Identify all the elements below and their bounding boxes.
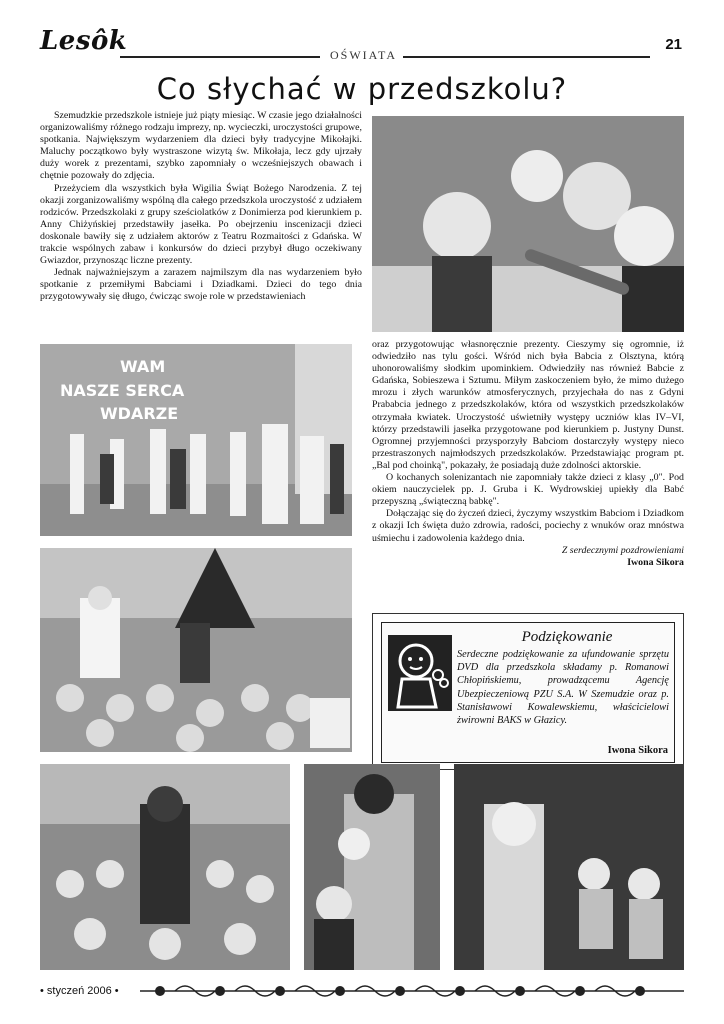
- closing-line: Z serdecznymi pozdrowieniami: [561, 544, 684, 556]
- section-rule-right: [400, 56, 650, 58]
- paragraph: Przeżyciem dla wszystkich była Wigilia Świąt Bożego Narodzenia. Z tej okazji zorganizowaliśmy wspólną dla całego przedszkola uroczystość z udziałem rodziców. Przedszkolaki z grupy sześciolatków z Donimierza pod kierunkiem p. Anny Chiżyńskiej przedstawiły jasełka. Po obejrzeniu inscenizacji dzieci doskonale bawiły się z udziałem aktorów z Teatru Rozmaitości z Gdańska. W trakcie wspólnych zabaw i konkursów do dzieci przybył długo oczekiwany Gwiazdor, przynosząc liczne prezenty.: [40, 182, 362, 267]
- thanks-box: [372, 613, 684, 770]
- paragraph: Jednak najważniejszym a zarazem najmilszym dla nas wydarzeniem było spotkanie z przemiłymi Babciami i Dziadkami. Dzieci do tego dnia przygotowywały się długo, ćwicząc swoje role w przedstawieniach: [40, 267, 362, 303]
- section-label: OŚWIATA: [324, 48, 403, 63]
- photo-performer: [304, 764, 440, 970]
- paragraph: Dołączając się do życzeń dzieci, życzymy wszystkim Babciom i Dziadkom z okazji Ich święta dużo zdrowia, radości, pociechy z wnuków oraz mnóstwa uśmiechu i zadowolenia każdego dnia.: [372, 508, 684, 544]
- photo-christmas-group: [40, 548, 352, 752]
- banner-line-3: WDARZE: [100, 404, 179, 423]
- thanks-author: Iwona Sikora: [607, 745, 668, 756]
- floral-ornament: [140, 981, 684, 1001]
- article-column-2: [372, 339, 684, 569]
- paragraph: Szemudzkie przedszkole istnieje już piąty miesiąc. W czasie jego działalności organizowaliśmy różnego rodzaju imprezy, np. wycieczki, uroczystości grupowe, spotkania. Największym wydarzeniem dla dzieci były tradycyjne Mikołajki. Maluchy początkowo były wystraszone wizytą św. Mikołaja, lecz gdy ujrzały duży worek z prezentami, szybko zapomniały o wcześniejszych obawach i chętnie pozowały do zdjęcia.: [40, 110, 362, 182]
- article-title: Co słychać w przedszkolu?: [156, 72, 568, 106]
- thanks-inner-frame: [381, 622, 675, 763]
- paragraph: O kochanych solenizantach nie zapomniały także dzieci z klasy „0". Pod okiem nauczycielek pp. J. Gruba i K. Wydrowskiej upiekły dla Babć przepyszną „świąteczną babkę".: [372, 472, 684, 508]
- thanks-title: Podziękowanie: [521, 629, 613, 645]
- photo-circle-dance: [40, 764, 290, 970]
- issue-date: • styczeń 2006 •: [40, 985, 119, 997]
- article-author: Iwona Sikora: [627, 556, 684, 568]
- photo-santa-with-children: [454, 764, 684, 970]
- child-illustration: [388, 635, 452, 711]
- section-rule-left: [120, 56, 320, 58]
- banner-line-1: WAM: [120, 357, 166, 376]
- photo-nativity-play: [40, 344, 352, 536]
- photo-children-baking: [372, 116, 684, 332]
- article-column-1: [40, 110, 362, 304]
- thanks-text: Serdeczne podziękowanie za ufundowanie sprzętu DVD dla przedszkola składamy p. Romanowi Chłopińskiemu, prowadzącemu Agencję Ubezpieczeniową PZU S.A. W Szemudzie oraz p. Stanisławowi Kowalewskiemu, właścicielowi żwirowni BAKS w Głazicy.: [457, 649, 669, 727]
- banner-line-2: NASZE SERCA: [60, 381, 185, 400]
- page-number: 21: [665, 36, 682, 53]
- paragraph: oraz przygotowując własnoręcznie prezenty. Cieszymy się ogromnie, iż odwiedziło nas tylu gości. Wśród nich była Babcia z Olsztyna, którą uhonorowaliśmy słodkim upominkiem. Odwiedziły nas również Babcie z Gdańska, Sobieszewa i Sztumu. Miłym zaskoczeniem było, że mimo dużego mrozu i złych warunków atmosferycznych, przyjechała do nas z Gdyni Prababcia jednego z przedszkolaków, która od wszystkich przedszkolaków otrzymała kwiatek. Uroczystość uświetniły występy uczniów klas IV–VI, którzy przedstawili jasełka przygotowane pod kierunkiem p. Justyny Dunst. Ogromnej przyjemności przysporzyły Babciom dostarczyły występy nieco przestraszonych najmłodszych przedszkolaków. Przedstawiając program pt. „Bal pod choinką", pokazały, że posiadają duże zdolności aktorskie.: [372, 339, 684, 471]
- masthead-logo: Lesôk: [40, 26, 128, 56]
